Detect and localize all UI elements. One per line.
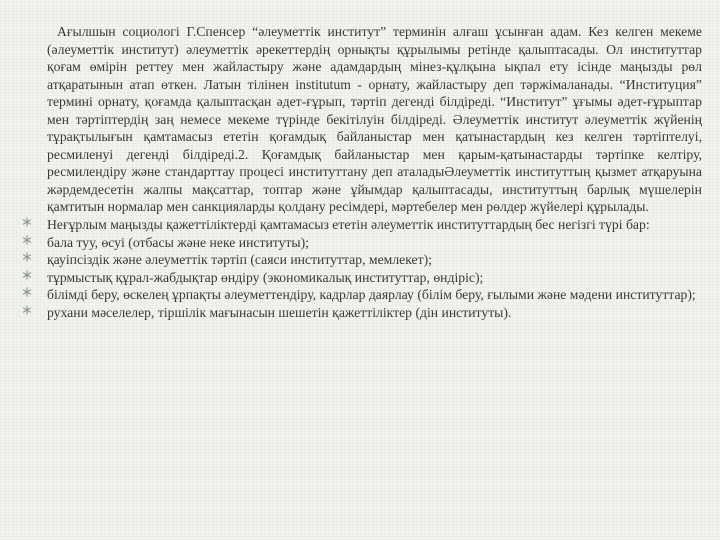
- slide-text-body: [22, 23, 702, 321]
- asterisk-icon: [22, 217, 32, 227]
- asterisk-icon: [22, 287, 32, 297]
- bullet-text: білімді беру, өскелең ұрпақты әлеуметтендіру, кадрлар даярлау (білім беру, ғылыми және мәдени институттар);: [47, 287, 696, 303]
- bullet-item: [22, 234, 702, 252]
- bullet-item: [22, 286, 702, 304]
- asterisk-icon: [22, 235, 32, 245]
- bullet-text: рухани мәселелер, тіршілік мағынасын шешетін қажеттіліктер (дін институты).: [47, 304, 512, 320]
- bullet-text: тұрмыстық құрал-жабдықтар өндіру (экономикалық институттар, өндіріс);: [47, 269, 484, 285]
- asterisk-icon: [22, 252, 32, 262]
- bullet-text: қауіпсіздік және әлеуметтік тәртіп (саяси институттар, мемлекет);: [47, 252, 432, 268]
- bullet-list: [22, 216, 702, 321]
- bullet-text: Неғұрлым маңызды қажеттіліктерді қамтамасыз ететін әлеуметтік институттардың бес негізгі түрі бар:: [47, 217, 650, 233]
- bullet-item: [22, 216, 702, 234]
- asterisk-icon: [22, 305, 32, 315]
- bullet-item: [22, 251, 702, 269]
- bullet-item: [22, 269, 702, 287]
- bullet-item: [22, 304, 702, 322]
- bullet-text: бала туу, өсуі (отбасы және неке институты);: [47, 234, 309, 250]
- asterisk-icon: [22, 270, 32, 280]
- intro-paragraph: Ағылшын социологі Г.Спенсер “әлеуметтік институт” терминін алғаш ұсынған адам. Кез келген мекеме (әлеуметтік институт) әлеуметтік әрекеттердің орнықты құрылымы ретінде қалыптасады. Ол институттар қоғам өмірін реттеу мен жайластыру және адамдардың мінез-құлқына ықпал ету ісінде маңызды рөл атқаратынын атап өткен. Латын тілінен institutum - орнату, жайластыру деп тәржімаланады. “Институция” термині орнату, қоғамда қалыптасқан әдет-ғұрып, тәртіп дегенді білдіреді. “Институт” ұғымы әдет-ғұрыптар мен тәртіптердің заң немесе мекеме түрінде бекітілуін білдіреді. Әлеуметтік институт әлеуметтік жүйенің тұрақтылығын қамтамасыз ететін қоғамдық байланыстар мен қатынастардың кез келген тәртіптелуі, ресмиленуі дегенді білдіреді.2. Қоғамдық байланыстар мен қарым-қатынастарды тәртіпке келтіру, ресмилендіру және стандарттау процесі институттану деп аталадыӘлеуметтік институттың қызмет атқаруына жәрдемдесетін жалпы мақсаттар, топтар және ұйымдар қалыптасады, институттың барлық мүшелерін қамтитын нормалар мен санкцияларды қолдану ресімдері, мәртебелер мен рөлдер жүйелері құрылады.: [47, 24, 702, 215]
